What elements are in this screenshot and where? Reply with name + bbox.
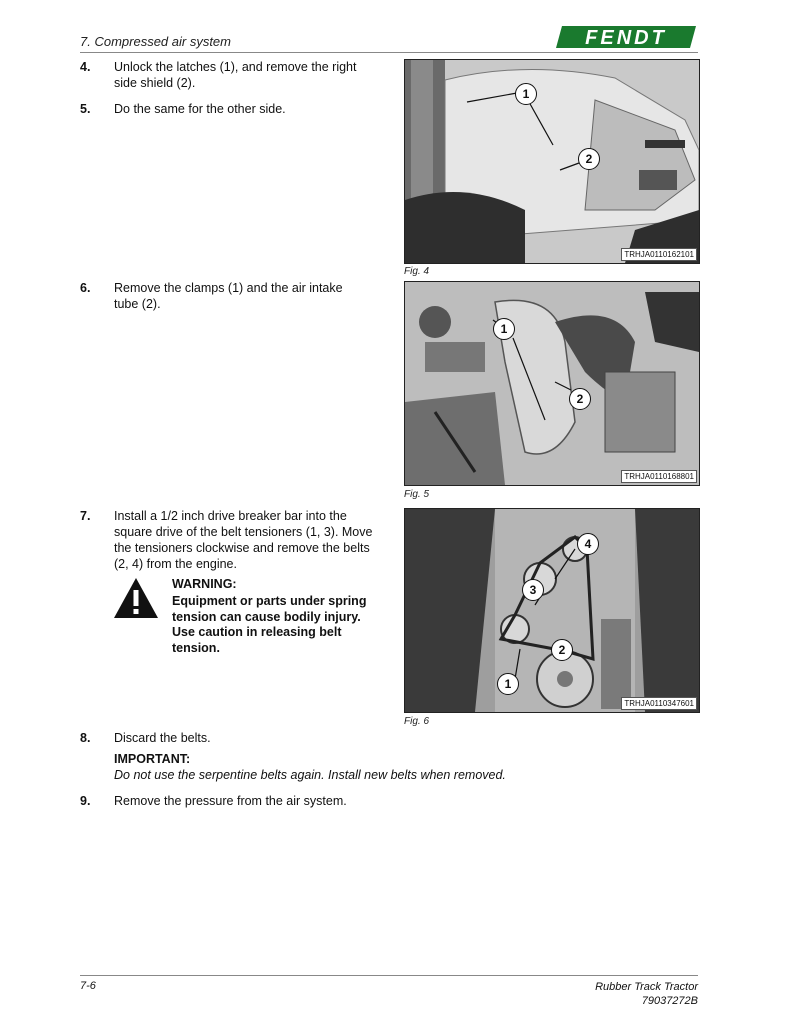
brand-text: FENDT bbox=[585, 27, 667, 49]
callout-2: 2 bbox=[569, 388, 591, 410]
step-text: Install a 1/2 inch drive breaker bar into the square drive of the belt tensioners (1, 3). Move the tensioners clockwise and remove the belts (2, 4) from the engine. bbox=[114, 509, 373, 571]
page-number: 7-6 bbox=[80, 980, 96, 992]
callout-1: 1 bbox=[515, 83, 537, 105]
warning-triangle-icon bbox=[112, 576, 160, 620]
callout-3: 3 bbox=[522, 579, 544, 601]
important-body: Do not use the serpentine belts again. Install new belts when removed. bbox=[114, 768, 506, 782]
step-text: Do the same for the other side. bbox=[114, 102, 286, 116]
figure-4-label: Fig. 4 bbox=[404, 266, 430, 277]
step-number: 6. bbox=[80, 281, 91, 295]
doc-number: 79037272B bbox=[641, 995, 698, 1007]
fendt-logo bbox=[556, 24, 698, 50]
figure-6-label: Fig. 6 bbox=[404, 716, 430, 727]
callout-2: 2 bbox=[578, 148, 600, 170]
figure-code: TRHJA0110347601 bbox=[621, 697, 697, 710]
figure-4-image bbox=[404, 59, 700, 264]
figure-5-image bbox=[404, 281, 700, 486]
step-text: Unlock the latches (1), and remove the right side shield (2). bbox=[114, 60, 357, 90]
step-number: 9. bbox=[80, 794, 91, 808]
callout-4: 4 bbox=[577, 533, 599, 555]
tractor-side-shield-illustration bbox=[405, 60, 699, 263]
step-number: 4. bbox=[80, 60, 91, 74]
callout-2: 2 bbox=[551, 639, 573, 661]
section-title: 7. Compressed air system bbox=[80, 34, 231, 49]
step-text: Remove the clamps (1) and the air intake tube (2). bbox=[114, 281, 343, 311]
callout-1: 1 bbox=[493, 318, 515, 340]
figure-6-image bbox=[404, 508, 700, 713]
step-text: Discard the belts. bbox=[114, 731, 211, 745]
footer-info bbox=[595, 980, 698, 1008]
step-number: 5. bbox=[80, 102, 91, 116]
footer-divider bbox=[80, 975, 698, 976]
figure-code: TRHJA0110162101 bbox=[621, 248, 697, 261]
air-intake-tube-illustration bbox=[405, 282, 699, 485]
warning-title: WARNING: bbox=[172, 577, 237, 591]
callout-1: 1 bbox=[497, 673, 519, 695]
step-text: Remove the pressure from the air system. bbox=[114, 794, 347, 808]
header-divider bbox=[80, 52, 698, 53]
engine-belts-illustration bbox=[405, 509, 699, 712]
product-name: Rubber Track Tractor bbox=[595, 981, 698, 993]
step-number: 8. bbox=[80, 731, 91, 745]
warning-body: Equipment or parts under spring tension can cause bodily injury. Use caution in releasing belt tension. bbox=[172, 594, 367, 655]
figure-code: TRHJA0110168801 bbox=[621, 470, 697, 483]
figure-5-label: Fig. 5 bbox=[404, 489, 430, 500]
important-title: IMPORTANT: bbox=[114, 752, 191, 766]
step-number: 7. bbox=[80, 509, 91, 523]
